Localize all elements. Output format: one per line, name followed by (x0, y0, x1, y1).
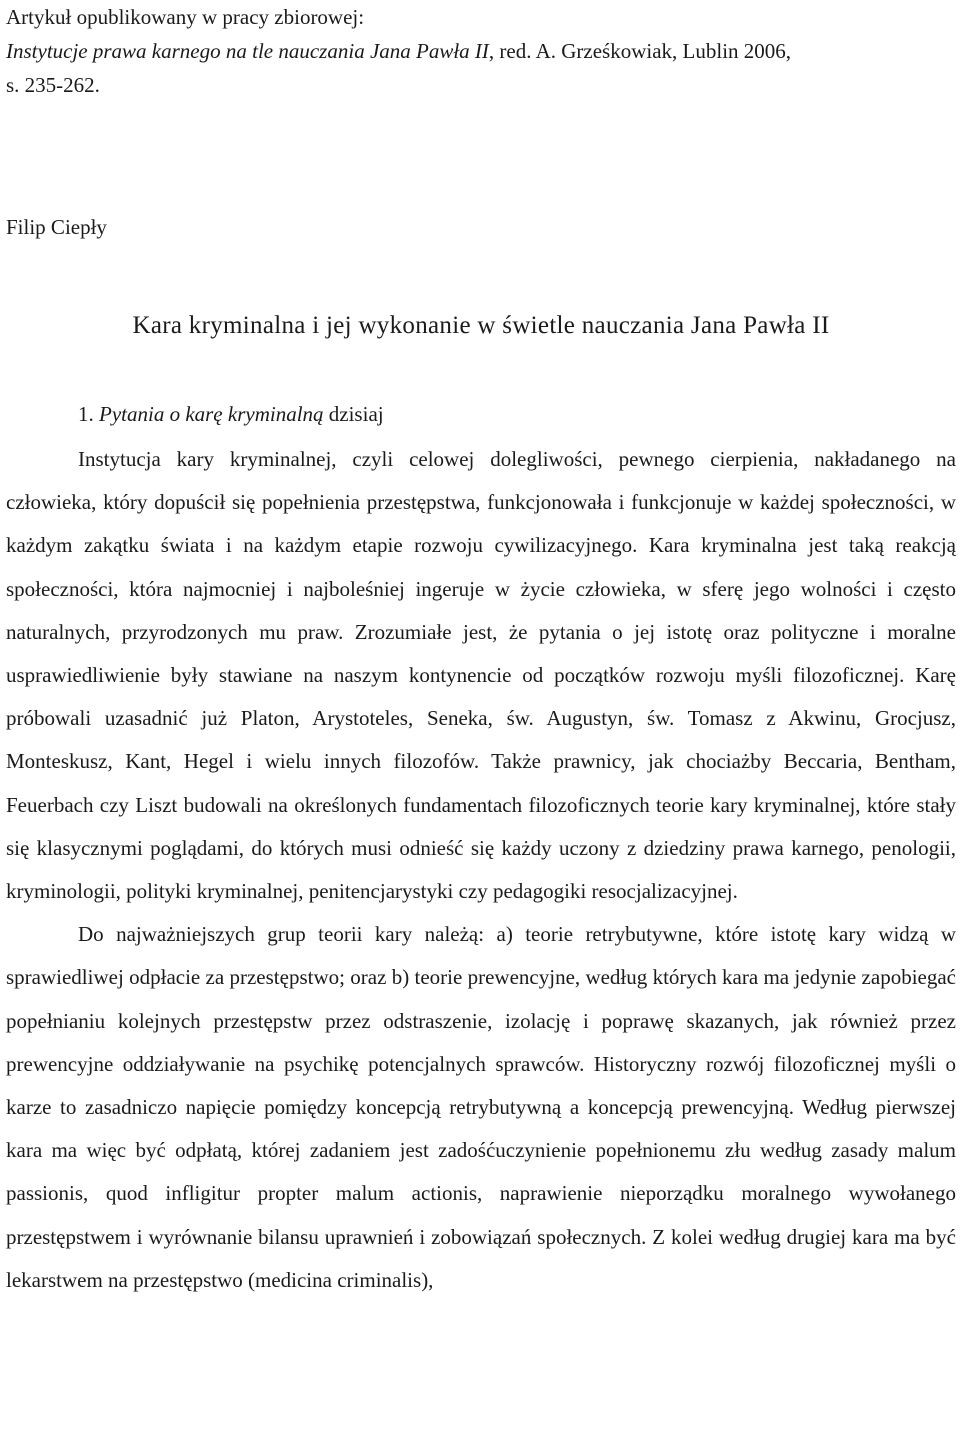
publication-note-line-2 (6, 34, 956, 68)
publication-note-line-1: Artykuł opublikowany w pracy zbiorowej: (6, 5, 365, 29)
article-title: Kara kryminalna i jej wykonanie w świetle nauczania Jana Pawła II (132, 312, 830, 339)
section-heading-rest: dzisiaj (323, 402, 384, 426)
section-number: 1. (78, 402, 94, 426)
paragraph-1: Instytucja kary kryminalnej, czyli celowej dolegliwości, pewnego cierpienia, nakładanego na człowieka, który dopuścił się popełnienia przestępstwa, funkcjonowała i funkcjonuje w każdej społeczności, w każdym zakątku świata i na każdym etapie rozwoju cywilizacyjnego. Kara kryminalna jest taką reakcją społeczności, która najmocniej i najboleśniej ingeruje w życie człowieka, w sferę jego wolności i często naturalnych, przyrodzonych mu praw. Zrozumiałe jest, że pytania o jej istotę oraz polityczne i moralne usprawiedliwienie były stawiane na naszym kontynencie od początków rozwoju myśli filozoficznej. Karę próbowali uzasadnić już Platon, Arystoteles, Seneka, św. Augustyn, św. Tomasz z Akwinu, Grocjusz, Monteskusz, Kant, Hegel i wielu innych filozofów. Także prawnicy, jak chociażby Beccaria, Bentham, Feuerbach czy Liszt budowali na określonych fundamentach filozoficznych teorie kary kryminalnej, które stały się klasycznymi poglądami, do których musi odnieść się każdy uczony z dziedziny prawa karnego, penologii, kryminologii, polityki kryminalnej, penitencjarystyki czy pedagogiki resocjalizacyjnej. (6, 447, 956, 904)
author-name: Filip Ciepły (6, 215, 107, 239)
book-details: , red. A. Grześkowiak, Lublin 2006, (488, 39, 792, 63)
section-heading (78, 393, 384, 436)
section-heading-italic: Pytania o karę kryminalną (99, 402, 324, 426)
publication-note-line-3: s. 235-262. (6, 73, 100, 97)
paragraph-2: Do najważniejszych grup teorii kary należą: a) teorie retrybutywne, które istotę kary widzą w sprawiedliwej odpłacie za przestępstwo; oraz b) teorie prewencyjne, według których kara ma jedynie zapobiegać popełnianiu kolejnych przestępstw przez odstraszenie, izolację i poprawę skazanych, jak również przez prewencyjne oddziaływanie na psychikę potencjalnych sprawców. Historyczny rozwój filozoficznej myśli o karze to zasadniczo napięcie pomiędzy koncepcją retrybutywną a koncepcją prewencyjną. Według pierwszej kara ma więc być odpłatą, której zadaniem jest zadośćuczynienie popełnionemu złu według zasady malum passionis, quod infligitur propter malum actionis, naprawienie nieporządku moralnego wywołanego przestępstwem i wyrównanie bilansu uprawnień i zobowiązań społecznych. Z kolei według drugiej kara ma być lekarstwem na przestępstwo (medicina criminalis), (6, 922, 956, 1292)
book-title: Instytucje prawa karnego na tle nauczania Jana Pawła II (6, 39, 489, 63)
publication-note (6, 0, 956, 102)
body-text (6, 438, 956, 1302)
